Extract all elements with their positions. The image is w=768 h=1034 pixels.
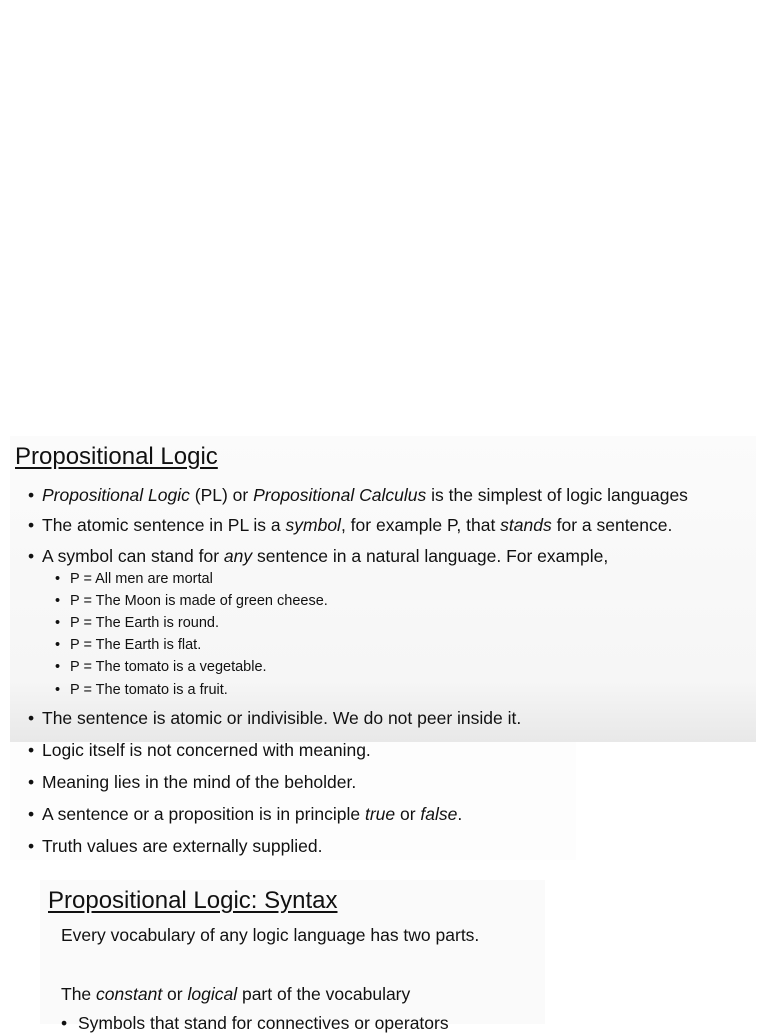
sub-bullet-item: • P = The tomato is a fruit. bbox=[55, 681, 228, 699]
sub-bullet-item: • P = The Earth is round. bbox=[55, 614, 219, 632]
bullet-symbol-any: • A symbol can stand for any sentence in a natural language. For example, bbox=[28, 545, 608, 567]
constant-logical-part: The constant or logical part of the vocabulary bbox=[61, 984, 411, 1004]
bullet-definition: • Propositional Logic (PL) or Propositional Calculus is the simplest of logic languages bbox=[28, 484, 688, 506]
bullet-meaning-beholder: • Meaning lies in the mind of the beholder. bbox=[28, 771, 356, 793]
sub-bullet-item: • P = The tomato is a vegetable. bbox=[55, 658, 267, 676]
sub-bullet-item: • P = All men are mortal bbox=[55, 570, 213, 588]
sub-bullet-item: • P = The Moon is made of green cheese. bbox=[55, 592, 328, 610]
vocabulary-two-parts: Every vocabulary of any logic language has two parts. bbox=[61, 925, 480, 945]
sub-bullet-item: • P = The Earth is flat. bbox=[55, 636, 201, 654]
bullet-atomic-indivisible: • The sentence is atomic or indivisible. We do not peer inside it. bbox=[28, 707, 521, 729]
bullet-atomic-sentence: • The atomic sentence in PL is a symbol, for example P, that stands for a sentence. bbox=[28, 514, 672, 536]
slide-1-title: Propositional Logic bbox=[15, 443, 218, 470]
slide-2-title: Propositional Logic: Syntax bbox=[48, 887, 338, 914]
bullet-truth-values: • Truth values are externally supplied. bbox=[28, 835, 322, 857]
bullet-connectives-cut-off: • Symbols that stand for connectives or operators bbox=[61, 1013, 449, 1034]
bullet-logic-meaning: • Logic itself is not concerned with meaning. bbox=[28, 739, 371, 761]
bullet-true-false: • A sentence or a proposition is in principle true or false. bbox=[28, 803, 462, 825]
